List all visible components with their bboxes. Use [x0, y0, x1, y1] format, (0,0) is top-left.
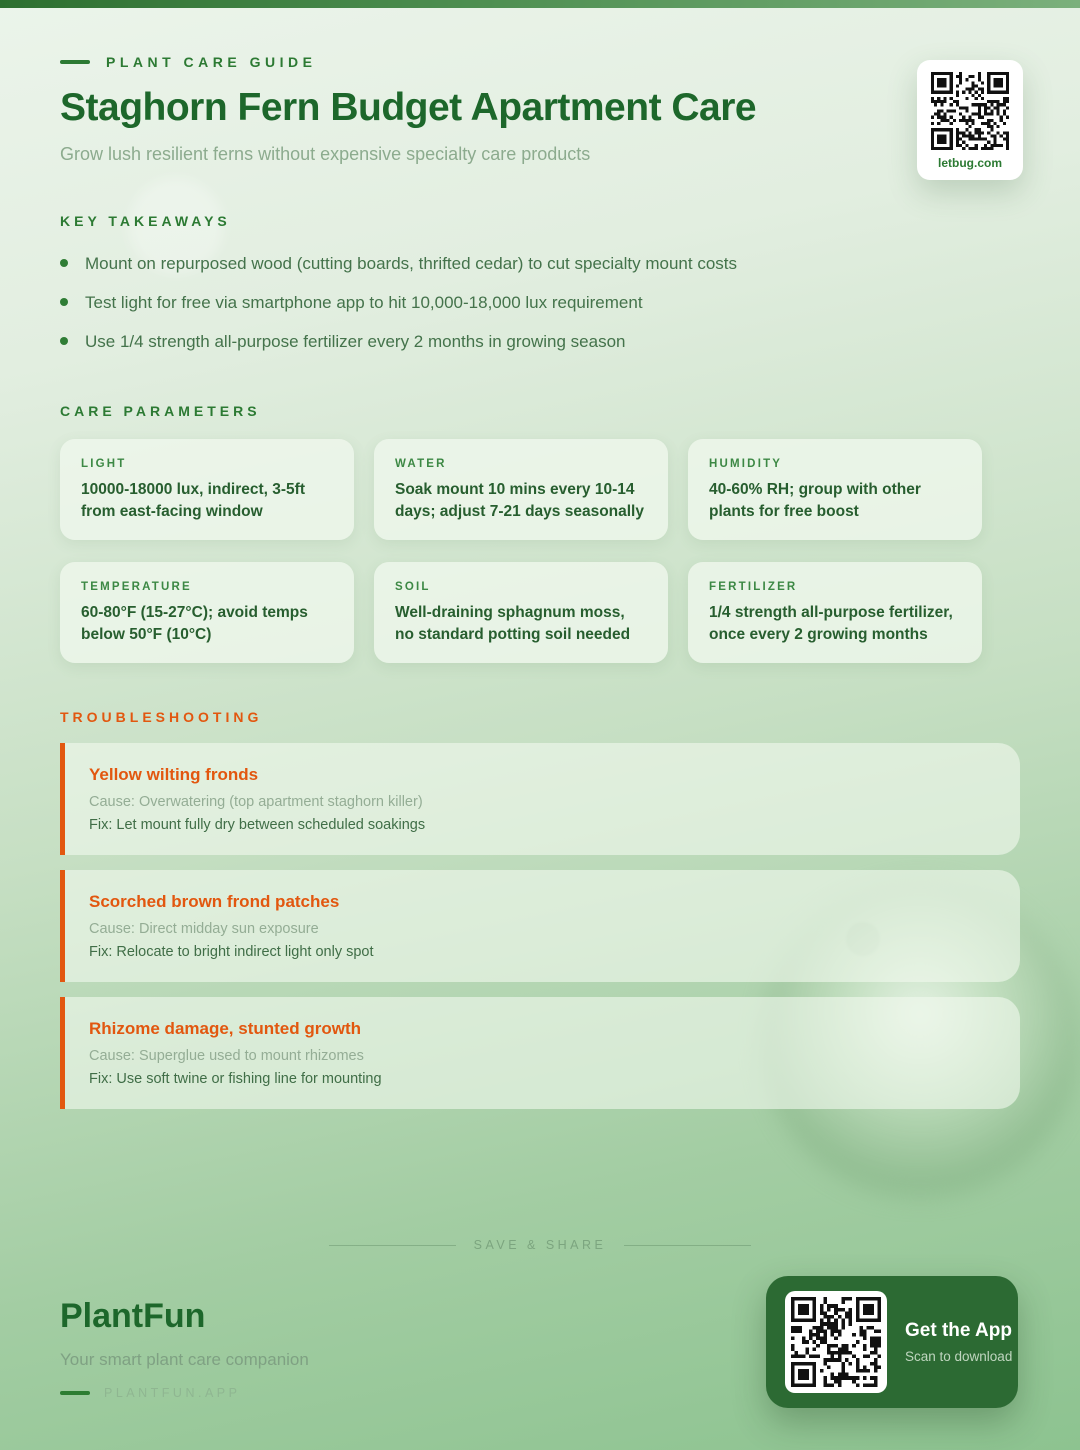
get-app-card	[766, 1276, 1018, 1408]
trouble-fix: Fix: Use soft twine or fishing line for mounting	[89, 1071, 382, 1088]
troubleshooting-list	[60, 743, 1020, 1109]
care-card-temperature	[60, 562, 354, 663]
page-subtitle: Grow lush resilient ferns without expensive specialty care products	[60, 144, 591, 164]
app-text-block	[905, 1320, 1012, 1364]
care-card-label: HUMIDITY	[709, 458, 783, 471]
brand-name: PlantFun	[60, 1297, 206, 1335]
takeaway-item	[60, 292, 1020, 314]
header-eyebrow-row	[60, 0, 1020, 70]
brand-dash-icon	[60, 1391, 90, 1395]
app-qr-box	[785, 1291, 887, 1393]
brand-tagline: Your smart plant care companion	[60, 1350, 309, 1369]
care-card-soil	[374, 562, 668, 663]
care-card-label: LIGHT	[81, 458, 127, 471]
trouble-card	[60, 870, 1020, 982]
qr-card-top	[917, 60, 1023, 180]
divider-line	[329, 1245, 456, 1246]
care-card-water	[374, 439, 668, 540]
bullet-dot-icon	[60, 298, 68, 306]
qr-card-label: letbug.com	[937, 156, 1002, 170]
care-card-label: TEMPERATURE	[81, 581, 192, 594]
trouble-cause: Cause: Direct midday sun exposure	[89, 921, 319, 938]
trouble-card	[60, 997, 1020, 1109]
care-card-text: Well-draining sphagnum moss, no standard potting soil needed	[395, 604, 631, 644]
trouble-fix: Fix: Let mount fully dry between scheduled soakings	[89, 817, 426, 834]
care-card-humidity	[688, 439, 982, 540]
trouble-title: Yellow wilting fronds	[89, 765, 259, 785]
trouble-title: Rhizome damage, stunted growth	[89, 1019, 362, 1039]
care-card-light	[60, 439, 354, 540]
eyebrow-label: PLANT CARE GUIDE	[106, 54, 317, 70]
care-card-text: 10000-18000 lux, indirect, 3-5ft from east-facing window	[81, 481, 306, 521]
takeaway-text: Mount on repurposed wood (cutting boards, thrifted cedar) to cut specialty mount costs	[85, 254, 738, 273]
save-share-divider	[329, 1238, 751, 1252]
care-card-label: FERTILIZER	[709, 581, 798, 594]
troubleshooting-heading: TROUBLESHOOTING	[60, 709, 263, 726]
care-card-text: Soak mount 10 mins every 10-14 days; adjust 7-21 days seasonally	[395, 481, 644, 521]
care-parameters-heading: CARE PARAMETERS	[60, 403, 261, 420]
trouble-title: Scorched brown frond patches	[89, 892, 340, 912]
care-card-label: WATER	[395, 458, 447, 471]
care-card-text: 40-60% RH; group with other plants for free boost	[709, 481, 921, 521]
trouble-card	[60, 743, 1020, 855]
get-app-subtitle: Scan to download	[905, 1349, 1013, 1364]
footer-brand-block	[60, 1297, 309, 1400]
key-takeaways-section	[60, 213, 1020, 353]
takeaway-text: Test light for free via smartphone app to hit 10,000-18,000 lux requirement	[85, 293, 643, 313]
brand-site-row	[60, 1386, 309, 1400]
care-card-text: 1/4 strength all-purpose fertilizer, once every 2 growing months	[709, 604, 953, 644]
divider-line	[624, 1245, 751, 1246]
takeaway-item	[60, 253, 1020, 275]
trouble-cause: Cause: Overwatering (top apartment staghorn killer)	[89, 794, 423, 811]
care-parameters-section	[60, 403, 1020, 663]
trouble-cause: Cause: Superglue used to mount rhizomes	[89, 1048, 364, 1065]
qr-code-icon	[931, 72, 1009, 150]
brand-site-label: PLANTFUN.APP	[104, 1386, 241, 1400]
key-takeaways-heading: KEY TAKEAWAYS	[60, 213, 231, 229]
bullet-dot-icon	[60, 337, 68, 345]
takeaway-item	[60, 331, 1020, 353]
takeaway-text: Use 1/4 strength all-purpose fertilizer every 2 months in growing season	[85, 332, 626, 352]
key-takeaways-list	[60, 253, 1020, 353]
eyebrow-dash-icon	[60, 60, 90, 64]
trouble-fix: Fix: Relocate to bright indirect light only spot	[89, 944, 374, 961]
care-card-label: SOIL	[395, 581, 431, 594]
care-card-fertilizer	[688, 562, 982, 663]
care-card-text: 60-80°F (15-27°C); avoid temps below 50°F (10°C)	[81, 604, 308, 644]
bullet-dot-icon	[60, 259, 68, 267]
page-title: Staghorn Fern Budget Apartment Care	[60, 86, 757, 129]
care-parameters-grid	[60, 439, 982, 663]
get-app-title: Get the App	[905, 1320, 1012, 1341]
qr-code-icon	[791, 1297, 881, 1387]
troubleshooting-section	[60, 709, 1020, 1109]
divider-label: SAVE & SHARE	[473, 1238, 607, 1252]
